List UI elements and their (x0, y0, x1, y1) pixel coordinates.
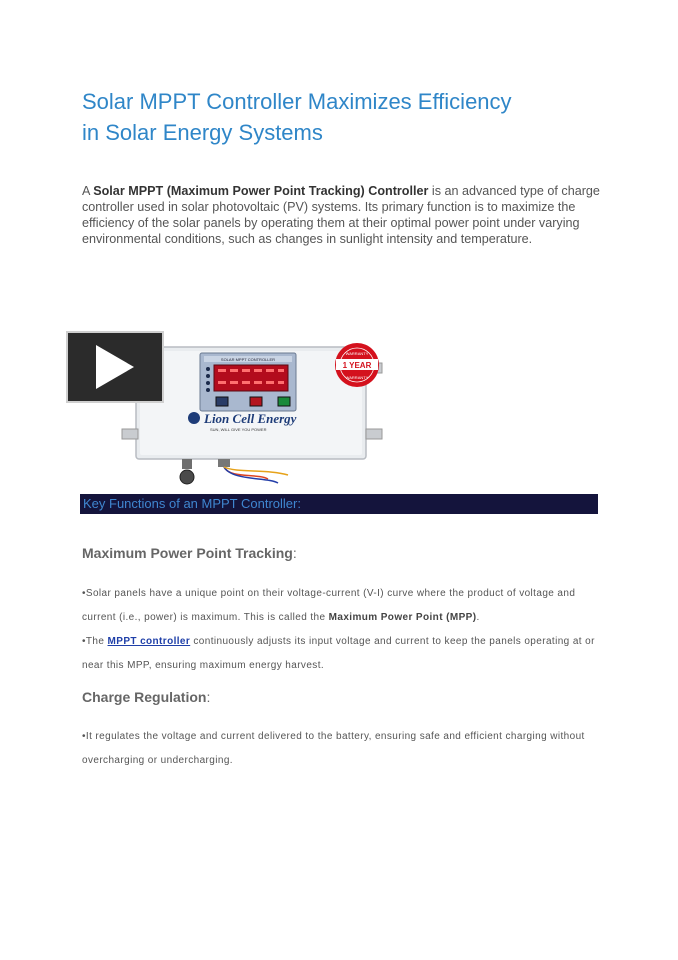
mppt-p1-bold: Maximum Power Point (MPP) (328, 612, 477, 623)
intro-paragraph (82, 183, 602, 247)
page-title-line2: in Solar Energy Systems (82, 120, 323, 145)
page-title-line1: Solar MPPT Controller Maximizes Efficiency (82, 89, 512, 114)
mppt-p2-prefix: •The (82, 636, 108, 647)
mppt-p1-text: •Solar panels have a unique point on their voltage-current (V-I) curve where the product of voltage and current (i.e., power) is maximum. This is called the (82, 588, 576, 623)
mppt-heading (82, 545, 297, 561)
panel-label: SOLAR MPPT CONTROLLER (220, 357, 276, 362)
charge-p1-text: •It regulates the voltage and current delivered to the battery, ensuring safe and efficient charging without overcharging or undercharging. (82, 731, 585, 766)
badge-bottom: WARRANTY (345, 375, 369, 380)
mppt-controller-link[interactable]: MPPT controller (107, 636, 191, 647)
mppt-p2-rest: continuously adjusts its input voltage and current to keep the panels operating at or near this MPP, ensuring maximum energy harvest. (82, 636, 595, 671)
mppt-paragraph-1 (82, 582, 598, 630)
mppt-heading-colon: : (292, 545, 297, 561)
warranty-badge (335, 343, 379, 387)
intro-bold-term: Solar MPPT (Maximum Power Point Tracking) Controller (93, 184, 429, 198)
charge-heading-colon: : (206, 689, 211, 705)
intro-prefix: A (82, 184, 94, 198)
mppt-heading-text: Maximum Power Point Tracking (82, 545, 293, 561)
section-heading: Key Functions of an MPPT Controller: (83, 496, 301, 511)
mppt-paragraph-2 (82, 630, 598, 678)
section-heading-bar (80, 494, 598, 514)
charge-heading (82, 689, 210, 705)
charge-paragraph-1 (82, 725, 598, 773)
mppt-p1-end: . (476, 612, 480, 623)
brand-name: Lion Cell Energy (204, 411, 297, 426)
brand-tagline: SUN, WILL GIVE YOU POWER (210, 427, 267, 432)
badge-main: 1 YEAR (342, 361, 372, 370)
charge-heading-text: Charge Regulation (82, 689, 207, 705)
badge-top: WARRANTY (345, 351, 369, 356)
video-play-button[interactable] (66, 331, 164, 403)
play-icon (90, 343, 140, 391)
intro-rest: is an advanced type of charge controller used in solar photovoltaic (PV) systems. Its primary function is to maximize the efficiency of the solar panels by operating them at their optimal power point under varying environmental conditions, such as changes in sunlight intensity and temperature. (82, 184, 600, 246)
page-title (82, 86, 602, 148)
